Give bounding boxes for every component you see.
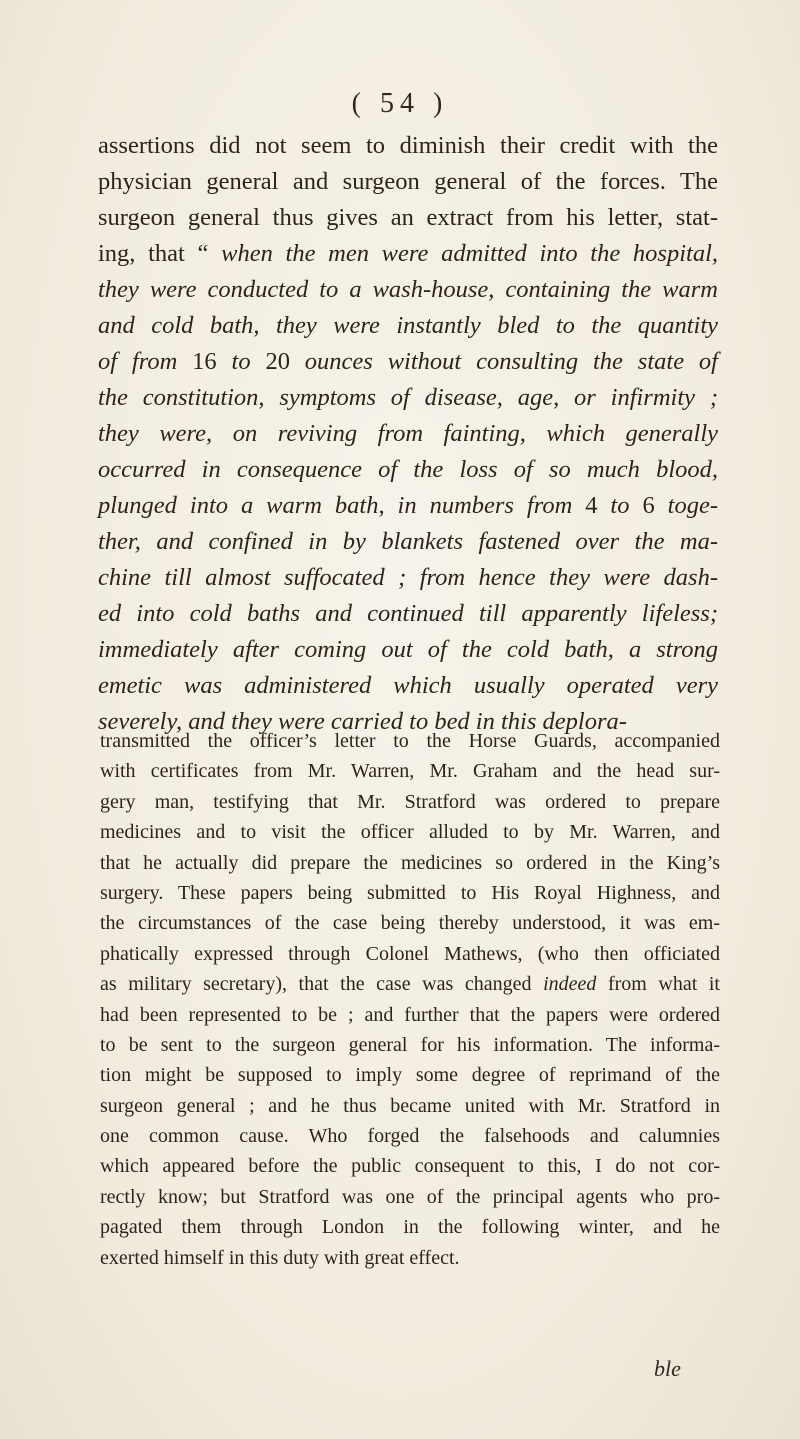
text-run: surgeon general thus gives an extract from his letter, stat- [98, 204, 718, 231]
footnote-text-line [100, 878, 720, 908]
text-run: to be sent to the surgeon general for his information. The informa- [100, 1033, 720, 1056]
text-run: phatically expressed through Colonel Mathews, (who then officiated [100, 942, 720, 965]
text-run: and cold bath, they were instantly bled to the quantity [98, 312, 718, 339]
text-run: severely, and they were carried to bed in this deplora- [98, 708, 627, 735]
body-text-line [98, 596, 718, 632]
body-text-line [98, 344, 718, 380]
body-text-line [98, 416, 718, 452]
footnote-text-block [100, 726, 720, 1273]
text-run: medicines and to visit the officer alluded to by Mr. Warren, and [100, 821, 720, 844]
body-text-line [98, 236, 718, 272]
footnote-text-line [100, 939, 720, 969]
body-text-line [98, 488, 718, 524]
body-text-line [98, 200, 718, 236]
text-run: transmitted the officer’s letter to the Horse Guards, accompanied [100, 730, 720, 752]
text-run: physician general and surgeon general of the forces. The [98, 168, 718, 195]
footnote-text-line [100, 1243, 720, 1273]
text-run: that he actually did prepare the medicines so ordered in the King’s [100, 851, 720, 874]
text-run: assertions did not seem to diminish their credit with the [98, 132, 718, 159]
catchword: ble [654, 1356, 681, 1381]
text-run: 20 [265, 348, 290, 375]
body-text-line [98, 380, 718, 416]
text-run: they were, on reviving from fainting, which generally [98, 420, 718, 447]
footnote-text-line [100, 787, 720, 817]
text-run: tion might be supposed to imply some degree of reprimand of the [100, 1064, 720, 1087]
text-run: rectly know; but Stratford was one of the principal agents who pro- [100, 1185, 720, 1208]
text-run: the constitution, symptoms of disease, age, or infirmity ; [98, 384, 718, 411]
body-text-line [98, 668, 718, 704]
text-run: to [216, 348, 266, 375]
body-text-line [98, 272, 718, 308]
footnote-text-line [100, 969, 720, 999]
body-text-line [98, 308, 718, 344]
footnote-text-line [100, 848, 720, 878]
text-run: when the men were admitted into the hospital, [221, 240, 719, 267]
text-run: ounces without consulting the state of [289, 348, 718, 375]
main-text-block [98, 128, 718, 740]
text-run: toge- [654, 492, 718, 519]
text-run: one common cause. Who forged the falsehoods and calumnies [100, 1125, 720, 1148]
text-run: ther, and confined in by blankets fastened over the ma- [98, 528, 718, 555]
footnote-text-line [100, 1212, 720, 1242]
text-run: indeed [543, 973, 597, 996]
text-run: surgeon general ; and he thus became united with Mr. Stratford in [100, 1094, 720, 1117]
footnote-text-line [100, 726, 720, 756]
text-run: exerted himself in this duty with great effect. [100, 1246, 460, 1269]
body-text-line [98, 560, 718, 596]
text-run: had been represented to be ; and further that the papers were ordered [100, 1003, 720, 1026]
footnote-text-line [100, 1121, 720, 1151]
body-text-line [98, 128, 718, 164]
body-text-line [98, 632, 718, 668]
text-run: surgery. These papers being submitted to His Royal Highness, and [100, 881, 720, 904]
footnote-text-line [100, 1060, 720, 1090]
body-text-line [98, 524, 718, 560]
text-run: chine till almost suffocated ; from hence they were dash- [98, 564, 718, 591]
text-run: plunged into a warm bath, in numbers from [98, 492, 586, 519]
text-run: as military secretary), that the case was changed [100, 973, 544, 996]
text-run: pagated them through London in the following winter, and he [100, 1216, 720, 1239]
text-run: 4 [585, 492, 598, 519]
body-text-line [98, 164, 718, 200]
text-run: which appeared before the public consequent to this, I do not cor- [100, 1155, 720, 1178]
text-run: gery man, testifying that Mr. Stratford was ordered to prepare [100, 790, 720, 813]
body-text-line [98, 452, 718, 488]
text-run: 6 [642, 492, 655, 519]
footnote-text-line [100, 1000, 720, 1030]
text-run: emetic was administered which usually operated very [98, 672, 718, 699]
footnote-text-line [100, 908, 720, 938]
footnote-text-line [100, 756, 720, 786]
footnote-text-line [100, 817, 720, 847]
footnote-text-line [100, 1091, 720, 1121]
text-run: with certificates from Mr. Warren, Mr. Graham and the head sur- [100, 760, 720, 783]
text-run: from what it [596, 973, 720, 996]
text-run: of from [98, 348, 193, 375]
footnote-text-line [100, 1151, 720, 1181]
text-run: immediately after coming out of the cold bath, a strong [98, 636, 718, 663]
page-number: ( 54 ) [351, 88, 449, 119]
footnote-text-line [100, 1182, 720, 1212]
text-run: to [597, 492, 643, 519]
text-run: 16 [192, 348, 217, 375]
text-run: the circumstances of the case being thereby understood, it was em- [100, 912, 720, 935]
footnote-text-line [100, 1030, 720, 1060]
text-run: ing, that “ [98, 240, 222, 267]
text-run: occurred in consequence of the loss of so much blood, [98, 456, 718, 483]
text-run: they were conducted to a wash-house, containing the warm [98, 276, 718, 303]
text-run: ed into cold baths and continued till apparently lifeless; [98, 600, 718, 627]
